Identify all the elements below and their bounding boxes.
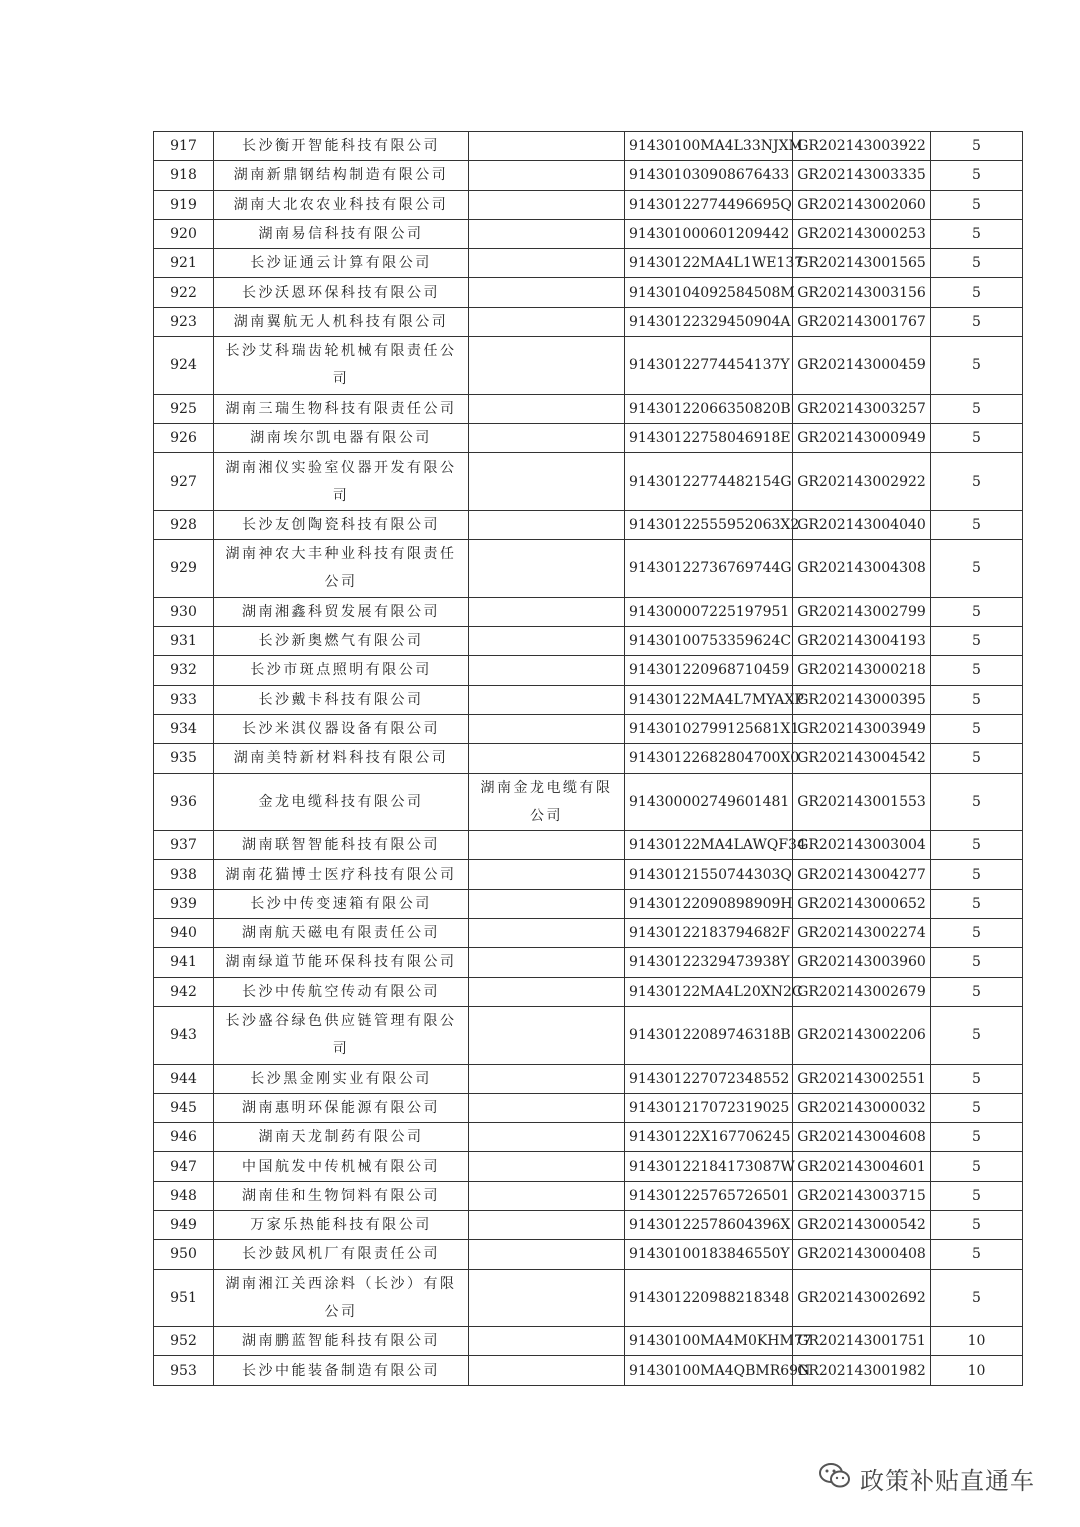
credit-code-cell: 91430100183846550Y [625, 1240, 793, 1269]
amount-cell: 5 [931, 394, 1023, 423]
parent-company-cell [469, 831, 625, 860]
parent-company-cell [469, 656, 625, 685]
table-row [154, 977, 1023, 1006]
row-number-cell: 947 [154, 1152, 214, 1181]
parent-company-cell [469, 919, 625, 948]
certificate-number-cell: GR202143000459 [793, 337, 931, 395]
row-number-cell: 935 [154, 744, 214, 773]
company-name-cell: 长沙中传变速箱有限公司 [214, 889, 469, 918]
company-name-cell: 湖南绿道节能环保科技有限公司 [214, 948, 469, 977]
credit-code-cell: 91430122774454137Y [625, 337, 793, 395]
company-name-cell: 湖南湘鑫科贸发展有限公司 [214, 597, 469, 626]
amount-cell: 5 [931, 889, 1023, 918]
row-number-cell: 946 [154, 1123, 214, 1152]
table-row [154, 190, 1023, 219]
parent-company-cell [469, 1356, 625, 1385]
parent-company-cell [469, 948, 625, 977]
certificate-number-cell: GR202143002551 [793, 1064, 931, 1093]
table-row [154, 744, 1023, 773]
certificate-number-cell: GR202143001982 [793, 1356, 931, 1385]
table-row [154, 394, 1023, 423]
company-name-cell: 湖南鹏蓝智能科技有限公司 [214, 1327, 469, 1356]
credit-code-cell: 91430122555952063X2 [625, 510, 793, 539]
parent-company-cell [469, 219, 625, 248]
credit-code-cell: 91430122774482154G [625, 453, 793, 511]
company-name-cell: 万家乐热能科技有限公司 [214, 1210, 469, 1239]
watermark-text: 政策补贴直通车 [860, 1466, 1035, 1495]
amount-cell: 5 [931, 1093, 1023, 1122]
company-name-cell: 湖南花猫博士医疗科技有限公司 [214, 860, 469, 889]
table-row [154, 685, 1023, 714]
company-name-cell: 长沙盛谷绿色供应链管理有限公司 [214, 1006, 469, 1064]
parent-company-cell [469, 744, 625, 773]
parent-company-cell [469, 190, 625, 219]
credit-code-cell: 91430122329450904A [625, 307, 793, 336]
company-name-cell: 湖南大北农农业科技有限公司 [214, 190, 469, 219]
amount-cell: 5 [931, 1269, 1023, 1327]
parent-company-cell [469, 889, 625, 918]
row-number-cell: 925 [154, 394, 214, 423]
company-name-cell: 湖南新鼎钢结构制造有限公司 [214, 161, 469, 190]
credit-code-cell: 91430122183794682F [625, 919, 793, 948]
table-row [154, 453, 1023, 511]
amount-cell: 5 [931, 278, 1023, 307]
amount-cell: 5 [931, 1064, 1023, 1093]
company-name-cell: 湖南惠明环保能源有限公司 [214, 1093, 469, 1122]
company-name-cell: 长沙中传航空传动有限公司 [214, 977, 469, 1006]
row-number-cell: 937 [154, 831, 214, 860]
certificate-number-cell: GR202143004608 [793, 1123, 931, 1152]
row-number-cell: 924 [154, 337, 214, 395]
company-name-cell: 湖南佳和生物饲料有限公司 [214, 1181, 469, 1210]
certificate-number-cell: GR202143003960 [793, 948, 931, 977]
table-row [154, 597, 1023, 626]
parent-company-cell [469, 627, 625, 656]
amount-cell: 5 [931, 656, 1023, 685]
certificate-number-cell: GR202143000408 [793, 1240, 931, 1269]
amount-cell: 5 [931, 1240, 1023, 1269]
parent-company-cell [469, 1093, 625, 1122]
parent-company-cell: 湖南金龙电缆有限公司 [469, 773, 625, 831]
table-row [154, 510, 1023, 539]
parent-company-cell [469, 1152, 625, 1181]
certificate-number-cell: GR202143003715 [793, 1181, 931, 1210]
parent-company-cell [469, 685, 625, 714]
certificate-number-cell: GR202143001553 [793, 773, 931, 831]
table-row [154, 1064, 1023, 1093]
certificate-number-cell: GR202143004542 [793, 744, 931, 773]
amount-cell: 5 [931, 977, 1023, 1006]
amount-cell: 5 [931, 1006, 1023, 1064]
company-name-cell: 湖南易信科技有限公司 [214, 219, 469, 248]
parent-company-cell [469, 132, 625, 161]
amount-cell: 5 [931, 744, 1023, 773]
table-row [154, 889, 1023, 918]
certificate-number-cell: GR202143004193 [793, 627, 931, 656]
table-body [154, 132, 1023, 1386]
amount-cell: 10 [931, 1356, 1023, 1385]
row-number-cell: 933 [154, 685, 214, 714]
parent-company-cell [469, 860, 625, 889]
table-row [154, 860, 1023, 889]
row-number-cell: 941 [154, 948, 214, 977]
company-name-cell: 长沙证通云计算有限公司 [214, 249, 469, 278]
table-row [154, 1006, 1023, 1064]
row-number-cell: 949 [154, 1210, 214, 1239]
credit-code-cell: 914300002749601481 [625, 773, 793, 831]
parent-company-cell [469, 1269, 625, 1327]
parent-company-cell [469, 1064, 625, 1093]
amount-cell: 10 [931, 1327, 1023, 1356]
certificate-number-cell: GR202143001767 [793, 307, 931, 336]
credit-code-cell: 91430100MA4QBMR69N [625, 1356, 793, 1385]
credit-code-cell: 91430122X167706245 [625, 1123, 793, 1152]
table-row [154, 627, 1023, 656]
row-number-cell: 952 [154, 1327, 214, 1356]
credit-code-cell: 91430122774496695Q [625, 190, 793, 219]
parent-company-cell [469, 1240, 625, 1269]
certificate-number-cell: GR202143002274 [793, 919, 931, 948]
credit-code-cell: 91430122184173087W [625, 1152, 793, 1181]
company-name-cell: 湖南三瑞生物科技有限责任公司 [214, 394, 469, 423]
credit-code-cell: 914301220968710459 [625, 656, 793, 685]
table-row [154, 1093, 1023, 1122]
credit-code-cell: 91430122736769744G [625, 540, 793, 598]
amount-cell: 5 [931, 948, 1023, 977]
credit-code-cell: 914301000601209442 [625, 219, 793, 248]
amount-cell: 5 [931, 627, 1023, 656]
credit-code-cell: 91430100MA4L33NJXM [625, 132, 793, 161]
wechat-icon [818, 1461, 852, 1495]
amount-cell: 5 [931, 190, 1023, 219]
credit-code-cell: 91430100MA4M0KHM77 [625, 1327, 793, 1356]
amount-cell: 5 [931, 831, 1023, 860]
credit-code-cell: 914301225765726501 [625, 1181, 793, 1210]
parent-company-cell [469, 307, 625, 336]
certificate-number-cell: GR202143000253 [793, 219, 931, 248]
row-number-cell: 920 [154, 219, 214, 248]
parent-company-cell [469, 510, 625, 539]
table-row [154, 423, 1023, 452]
parent-company-cell [469, 1181, 625, 1210]
credit-code-cell: 91430122MA4L1WE137 [625, 249, 793, 278]
certificate-number-cell: GR202143001565 [793, 249, 931, 278]
amount-cell: 5 [931, 307, 1023, 336]
table-row [154, 1123, 1023, 1152]
row-number-cell: 953 [154, 1356, 214, 1385]
table-row [154, 773, 1023, 831]
credit-code-cell: 91430102799125681X1 [625, 714, 793, 743]
company-name-cell: 长沙友创陶瓷科技有限公司 [214, 510, 469, 539]
amount-cell: 5 [931, 219, 1023, 248]
amount-cell: 5 [931, 1210, 1023, 1239]
parent-company-cell [469, 394, 625, 423]
row-number-cell: 940 [154, 919, 214, 948]
table-row [154, 1181, 1023, 1210]
parent-company-cell [469, 1006, 625, 1064]
certificate-number-cell: GR202143002922 [793, 453, 931, 511]
credit-code-cell: 914301030908676433 [625, 161, 793, 190]
row-number-cell: 950 [154, 1240, 214, 1269]
company-name-cell: 长沙艾科瑞齿轮机械有限责任公司 [214, 337, 469, 395]
row-number-cell: 929 [154, 540, 214, 598]
parent-company-cell [469, 423, 625, 452]
amount-cell: 5 [931, 1152, 1023, 1181]
company-table [153, 131, 1023, 1386]
company-name-cell: 中国航发中传机械有限公司 [214, 1152, 469, 1181]
certificate-number-cell: GR202143003949 [793, 714, 931, 743]
credit-code-cell: 914301227072348552 [625, 1064, 793, 1093]
certificate-number-cell: GR202143004601 [793, 1152, 931, 1181]
row-number-cell: 943 [154, 1006, 214, 1064]
table-row [154, 337, 1023, 395]
certificate-number-cell: GR202143003922 [793, 132, 931, 161]
amount-cell: 5 [931, 510, 1023, 539]
amount-cell: 5 [931, 161, 1023, 190]
company-name-cell: 湖南神农大丰种业科技有限责任公司 [214, 540, 469, 598]
certificate-number-cell: GR202143000395 [793, 685, 931, 714]
table-row [154, 540, 1023, 598]
row-number-cell: 927 [154, 453, 214, 511]
company-name-cell: 长沙鼓风机厂有限责任公司 [214, 1240, 469, 1269]
certificate-number-cell: GR202143000218 [793, 656, 931, 685]
credit-code-cell: 91430122090898909H [625, 889, 793, 918]
row-number-cell: 938 [154, 860, 214, 889]
row-number-cell: 939 [154, 889, 214, 918]
credit-code-cell: 914300007225197951 [625, 597, 793, 626]
certificate-number-cell: GR202143003156 [793, 278, 931, 307]
parent-company-cell [469, 540, 625, 598]
certificate-number-cell: GR202143000032 [793, 1093, 931, 1122]
amount-cell: 5 [931, 597, 1023, 626]
credit-code-cell: 91430104092584508M [625, 278, 793, 307]
company-name-cell: 长沙沃恩环保科技有限公司 [214, 278, 469, 307]
watermark [818, 1458, 1035, 1498]
company-name-cell: 长沙市斑点照明有限公司 [214, 656, 469, 685]
table-row [154, 656, 1023, 685]
row-number-cell: 948 [154, 1181, 214, 1210]
certificate-number-cell: GR202143004040 [793, 510, 931, 539]
certificate-number-cell: GR202143003257 [793, 394, 931, 423]
credit-code-cell: 91430122MA4L7MYAXP [625, 685, 793, 714]
table-row [154, 161, 1023, 190]
row-number-cell: 922 [154, 278, 214, 307]
row-number-cell: 930 [154, 597, 214, 626]
amount-cell: 5 [931, 453, 1023, 511]
parent-company-cell [469, 977, 625, 1006]
credit-code-cell: 914301220988218348 [625, 1269, 793, 1327]
table-row [154, 831, 1023, 860]
amount-cell: 5 [931, 773, 1023, 831]
credit-code-cell: 91430122758046918E [625, 423, 793, 452]
table-row [154, 1152, 1023, 1181]
row-number-cell: 926 [154, 423, 214, 452]
company-name-cell: 长沙米淇仪器设备有限公司 [214, 714, 469, 743]
table-row [154, 132, 1023, 161]
amount-cell: 5 [931, 1123, 1023, 1152]
row-number-cell: 945 [154, 1093, 214, 1122]
company-name-cell: 湖南天龙制药有限公司 [214, 1123, 469, 1152]
company-name-cell: 湖南湘仪实验室仪器开发有限公司 [214, 453, 469, 511]
company-name-cell: 长沙黑金刚实业有限公司 [214, 1064, 469, 1093]
amount-cell: 5 [931, 540, 1023, 598]
company-name-cell: 湖南湘江关西涂料（长沙）有限公司 [214, 1269, 469, 1327]
certificate-number-cell: GR202143000949 [793, 423, 931, 452]
credit-code-cell: 91430122MA4LAWQF34 [625, 831, 793, 860]
amount-cell: 5 [931, 919, 1023, 948]
certificate-number-cell: GR202143003335 [793, 161, 931, 190]
amount-cell: 5 [931, 249, 1023, 278]
credit-code-cell: 91430122089746318B [625, 1006, 793, 1064]
amount-cell: 5 [931, 714, 1023, 743]
table-row [154, 919, 1023, 948]
table-row [154, 1210, 1023, 1239]
row-number-cell: 917 [154, 132, 214, 161]
certificate-number-cell: GR202143000542 [793, 1210, 931, 1239]
parent-company-cell [469, 278, 625, 307]
parent-company-cell [469, 337, 625, 395]
row-number-cell: 928 [154, 510, 214, 539]
row-number-cell: 932 [154, 656, 214, 685]
certificate-number-cell: GR202143002799 [793, 597, 931, 626]
table-row [154, 1327, 1023, 1356]
company-name-cell: 湖南联智智能科技有限公司 [214, 831, 469, 860]
row-number-cell: 919 [154, 190, 214, 219]
row-number-cell: 931 [154, 627, 214, 656]
certificate-number-cell: GR202143002206 [793, 1006, 931, 1064]
credit-code-cell: 91430122329473938Y [625, 948, 793, 977]
table-row [154, 249, 1023, 278]
company-name-cell: 长沙中能装备制造有限公司 [214, 1356, 469, 1385]
table-row [154, 307, 1023, 336]
row-number-cell: 934 [154, 714, 214, 743]
table-row [154, 1356, 1023, 1385]
row-number-cell: 921 [154, 249, 214, 278]
company-name-cell: 长沙戴卡科技有限公司 [214, 685, 469, 714]
amount-cell: 5 [931, 685, 1023, 714]
certificate-number-cell: GR202143002060 [793, 190, 931, 219]
company-name-cell: 湖南埃尔凯电器有限公司 [214, 423, 469, 452]
certificate-number-cell: GR202143003004 [793, 831, 931, 860]
company-name-cell: 湖南航天磁电有限责任公司 [214, 919, 469, 948]
company-name-cell: 金龙电缆科技有限公司 [214, 773, 469, 831]
table-row [154, 948, 1023, 977]
credit-code-cell: 914301217072319025 [625, 1093, 793, 1122]
credit-code-cell: 91430122MA4L20XN2C [625, 977, 793, 1006]
certificate-number-cell: GR202143001751 [793, 1327, 931, 1356]
credit-code-cell: 91430122066350820B [625, 394, 793, 423]
credit-code-cell: 91430121550744303Q [625, 860, 793, 889]
certificate-number-cell: GR202143000652 [793, 889, 931, 918]
row-number-cell: 936 [154, 773, 214, 831]
amount-cell: 5 [931, 1181, 1023, 1210]
table-row [154, 1269, 1023, 1327]
company-name-cell: 湖南美特新材料科技有限公司 [214, 744, 469, 773]
credit-code-cell: 91430100753359624C [625, 627, 793, 656]
table-row [154, 219, 1023, 248]
company-name-cell: 湖南翼航无人机科技有限公司 [214, 307, 469, 336]
table-row [154, 278, 1023, 307]
table-row [154, 714, 1023, 743]
parent-company-cell [469, 161, 625, 190]
certificate-number-cell: GR202143004277 [793, 860, 931, 889]
amount-cell: 5 [931, 132, 1023, 161]
table-row [154, 1240, 1023, 1269]
row-number-cell: 951 [154, 1269, 214, 1327]
company-name-cell: 长沙衡开智能科技有限公司 [214, 132, 469, 161]
parent-company-cell [469, 249, 625, 278]
company-name-cell: 长沙新奥燃气有限公司 [214, 627, 469, 656]
row-number-cell: 944 [154, 1064, 214, 1093]
parent-company-cell [469, 1123, 625, 1152]
credit-code-cell: 91430122578604396X [625, 1210, 793, 1239]
row-number-cell: 923 [154, 307, 214, 336]
amount-cell: 5 [931, 337, 1023, 395]
certificate-number-cell: GR202143004308 [793, 540, 931, 598]
parent-company-cell [469, 1210, 625, 1239]
parent-company-cell [469, 597, 625, 626]
parent-company-cell [469, 714, 625, 743]
amount-cell: 5 [931, 423, 1023, 452]
row-number-cell: 942 [154, 977, 214, 1006]
certificate-number-cell: GR202143002692 [793, 1269, 931, 1327]
parent-company-cell [469, 1327, 625, 1356]
amount-cell: 5 [931, 860, 1023, 889]
row-number-cell: 918 [154, 161, 214, 190]
credit-code-cell: 91430122682804700X0 [625, 744, 793, 773]
parent-company-cell [469, 453, 625, 511]
certificate-number-cell: GR202143002679 [793, 977, 931, 1006]
